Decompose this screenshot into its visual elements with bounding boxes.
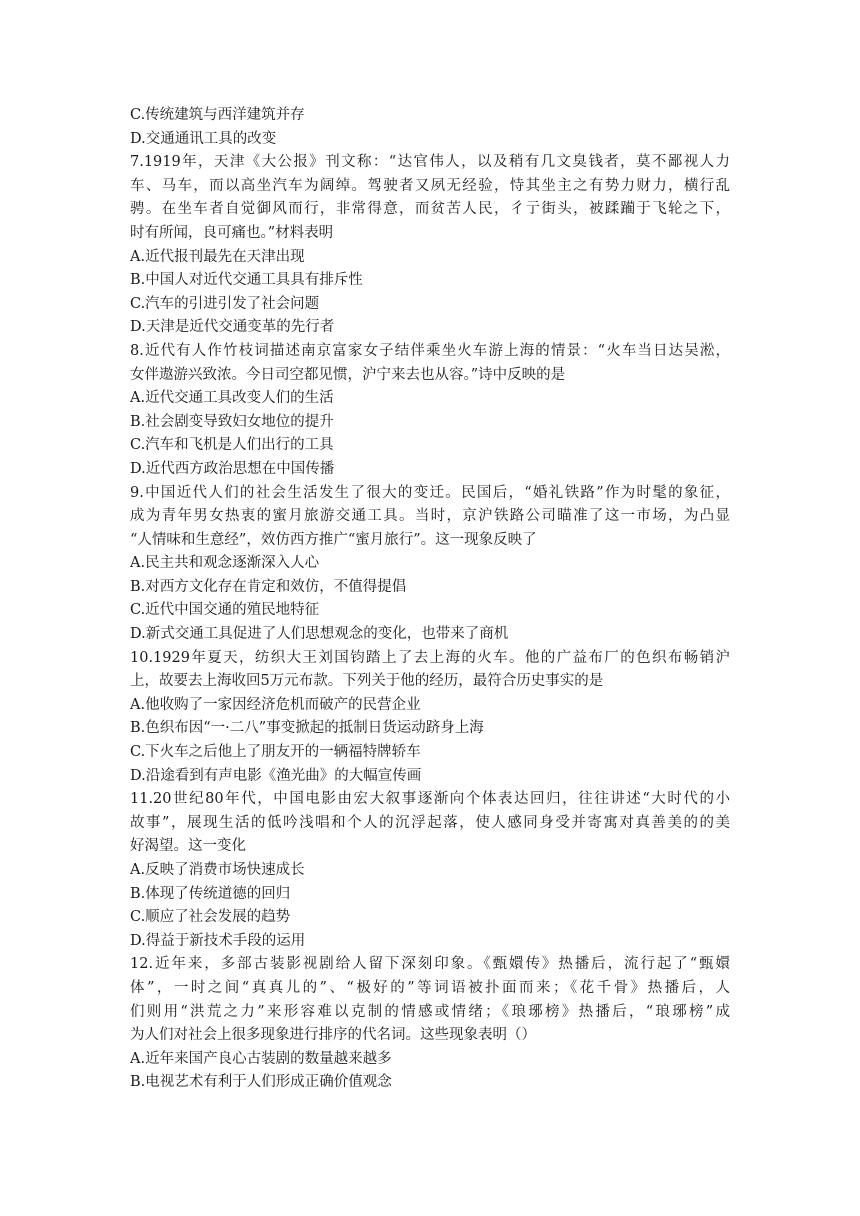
text-line: 7.1919年，天津《大公报》刊文称：“达官伟人，以及稍有几文臭钱者，莫不鄙视人力	[130, 154, 730, 171]
text-line: 成为青年男女热衷的蜜月旅游交通工具。当时，京沪铁路公司瞄准了这一市场，为凸显	[130, 508, 730, 525]
text-line: A.他收购了一家因经济危机而破产的民营企业	[130, 696, 421, 713]
text-line: 12.近年来，多部古装影视剧给人留下深刻印象。《甄嬛传》热播后，流行起了“甄嬛	[130, 956, 730, 973]
text-line: 故事”，展现生活的低吟浅唱和个人的沉浮起落，使人感同身受并寄寓对真善美的的美	[130, 814, 730, 831]
text-line: B.体现了传统道德的回归	[130, 885, 291, 902]
text-line: D.交通通讯工具的改变	[130, 130, 277, 147]
text-line: B.对西方文化存在肯定和效仿，不值得提倡	[130, 578, 407, 595]
text-line: 9.中国近代人们的社会生活发生了很大的变迁。民国后，“婚礼铁路”作为时髦的象征，	[130, 484, 730, 501]
text-line: A.近年来国产良心古装剧的数量越来越多	[130, 1050, 392, 1067]
text-line: 们则用“洪荒之力”来形容难以克制的情感或情绪；《琅琊榜》热播后，“琅琊榜”成	[130, 1003, 730, 1020]
text-line: D.沿途看到有声电影《渔光曲》的大幅宣传画	[130, 767, 422, 784]
text-line: 车、马车，而以高坐汽车为阔绰。驾驶者又夙无经验，恃其坐主之有势力财力，横行乱	[130, 177, 730, 194]
text-line: A.反映了消费市场快速成长	[130, 862, 305, 878]
text-line: D.新式交通工具促进了人们思想观念的变化，也带来了商机	[130, 626, 509, 643]
text-line: 时有所闻，良可痛也。”材料表明	[130, 224, 334, 241]
text-line: 好渴望。这一变化	[130, 838, 246, 855]
text-line: 体”，一时之间“真真儿的”、“极好的”等词语被扑面而来；《花千骨》热播后，人	[130, 979, 730, 996]
text-line: B.中国人对近代交通工具具有排斥性	[130, 272, 363, 289]
text-line: “人情味和生意经”，效仿西方推广“蜜月旅行”。这一现象反映了	[130, 531, 537, 548]
text-line: C.汽车和飞机是人们出行的工具	[130, 437, 334, 454]
text-line: B.电视艺术有利于人们形成正确价值观念	[130, 1074, 392, 1091]
text-line: 上，故要去上海收回5万元布款。下列关于他的经历，最符合历史事实的是	[130, 673, 604, 690]
text-line: A.近代交通工具改变人们的生活	[130, 390, 334, 407]
text-line: 为人们对社会上很多现象进行排序的代名词。这些现象表明（）	[130, 1027, 536, 1044]
text-line: A.近代报刊最先在天津出现	[130, 248, 305, 265]
text-line: C.下火车之后他上了朋友开的一辆福特牌轿车	[130, 744, 421, 761]
text-line: C.顺应了社会发展的趋势	[130, 909, 291, 926]
text-line: B.色织布因“一·二八”事变掀起的抵制日货运动跻身上海	[130, 720, 484, 737]
text-line: C.汽车的引进引发了社会问题	[130, 295, 320, 312]
text-line: 骋。在坐车者自觉御风而行，非常得意，而贫苦人民，彳亍街头，被蹂躏于飞轮之下，	[130, 201, 730, 218]
text-line: B.社会剧变导致妇女地位的提升	[130, 413, 334, 430]
text-line: D.天津是近代交通变革的先行者	[130, 319, 335, 336]
text-line: D.近代西方政治思想在中国传播	[130, 460, 335, 477]
document-body	[130, 104, 730, 1095]
text-line: 10.1929年夏天，纺织大王刘国钧踏上了去上海的火车。他的广益布厂的色织布畅销沪	[130, 649, 730, 666]
text-line: D.得益于新技术手段的运用	[130, 932, 306, 949]
text-line: A.民主共和观念逐渐深入人心	[130, 555, 320, 572]
text-line: 8.近代有人作竹枝词描述南京富家女子结伴乘坐火车游上海的情景：“火车当日达吴淞，	[130, 342, 730, 359]
text-line: C.近代中国交通的殖民地特征	[130, 602, 320, 619]
text-line: C.传统建筑与西洋建筑并存	[130, 107, 305, 123]
text-line: 11.20世纪80年代，中国电影由宏大叙事逐渐向个体表达回归，往往讲述“大时代的小	[130, 791, 730, 808]
text-line: 女伴遨游兴致浓。今日司空都见惯，沪宁来去也从容。”诗中反映的是	[130, 366, 566, 383]
